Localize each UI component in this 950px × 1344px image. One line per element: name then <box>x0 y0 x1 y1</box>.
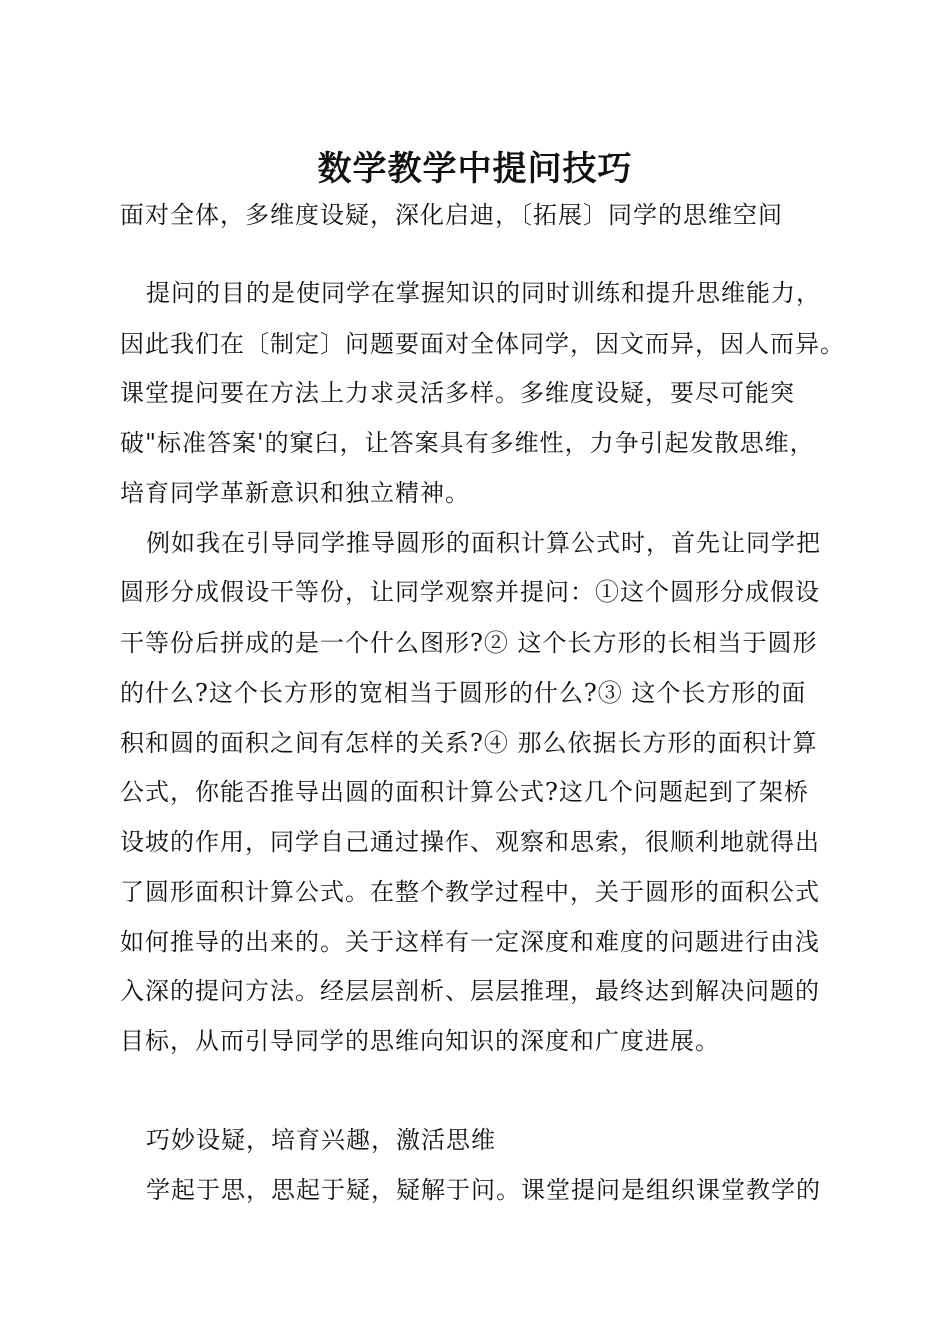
paragraph-line: 了圆形面积计算公式。在整个教学过程中，关于圆形的面积公式 <box>120 878 820 906</box>
paragraph-line: 目标，从而引导同学的思维向知识的深度和广度进展。 <box>120 1027 720 1055</box>
paragraph-line: 设坡的作用，同学自己通过操作、观察和思索，很顺利地就得出 <box>120 828 820 856</box>
paragraph-line: 积和圆的面积之间有怎样的关系?④ 那么依据长方形的面积计算 <box>120 729 818 757</box>
paragraph-line: 破"标准答案'的窠臼，让答案具有多维性，力争引起发散思维， <box>120 429 815 457</box>
paragraph-line: 例如我在引导同学推导圆形的面积计算公式时，首先让同学把 <box>146 529 821 557</box>
paragraph-line: 培育同学革新意识和独立精神。 <box>120 479 470 507</box>
section-heading-1: 面对全体，多维度设疑，深化启迪，〔拓展〕同学的思维空间 <box>120 201 783 229</box>
paragraph-line: 因此我们在〔制定〕问题要面对全体同学，因文而异，因人而异。 <box>120 330 845 358</box>
paragraph-line: 学起于思，思起于疑，疑解于问。课堂提问是组织课堂教学的 <box>146 1176 821 1204</box>
paragraph-line: 提问的目的是使同学在掌握知识的同时训练和提升思维能力， <box>146 279 821 307</box>
paragraph-line: 课堂提问要在方法上力求灵活多样。多维度设疑，要尽可能突 <box>120 379 795 407</box>
section-heading-2: 巧妙设疑，培育兴趣，激活思维 <box>146 1126 496 1154</box>
paragraph-line: 公式，你能否推导出圆的面积计算公式?这几个问题起到了架桥 <box>120 778 809 806</box>
paragraph-line: 的什么?这个长方形的宽相当于圆形的什么?③ 这个长方形的面 <box>120 679 807 707</box>
document-title: 数学教学中提问技巧 <box>317 149 633 189</box>
paragraph-line: 圆形分成假设干等份，让同学观察并提问：①这个圆形分成假设 <box>120 578 820 606</box>
paragraph-line: 干等份后拼成的是一个什么图形?② 这个长方形的长相当于圆形 <box>120 629 818 657</box>
paragraph-line: 如何推导的出来的。关于这样有一定深度和难度的问题进行由浅 <box>120 928 820 956</box>
paragraph-line: 入深的提问方法。经层层剖析、层层推理，最终达到解决问题的 <box>120 977 820 1005</box>
